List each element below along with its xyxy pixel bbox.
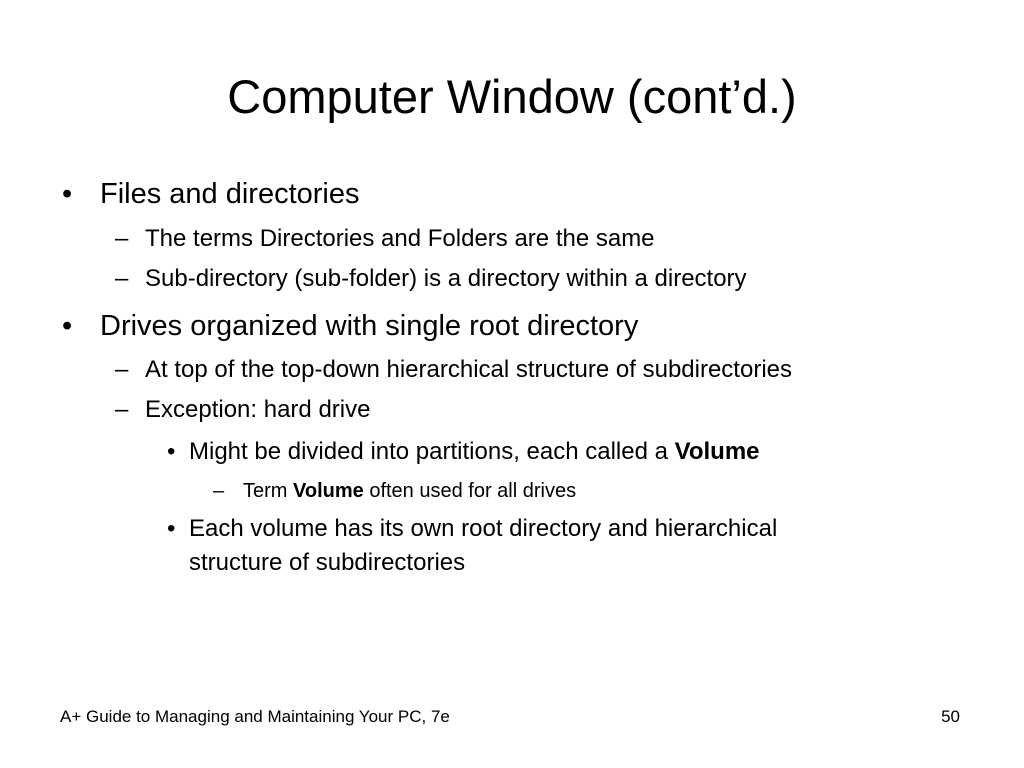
level4-term-volume <box>243 479 576 503</box>
bullet-files-and-directories: Files and directories <box>100 178 360 210</box>
dash-marker: – <box>213 480 225 502</box>
bullet-marker: • <box>167 515 176 542</box>
level3-partitions-text: Might be divided into partitions, each called a <box>189 438 675 465</box>
bullet-drives-organized: Drives organized with single root directory <box>100 310 639 342</box>
subbullet-top-of-hierarchy: At top of the top-down hierarchical structure of subdirectories <box>145 356 792 383</box>
volume-bold-term: Volume <box>293 480 364 502</box>
page-number: 50 <box>941 707 960 726</box>
dash-marker: – <box>115 225 129 252</box>
slide-title: Computer Window (cont’d.) <box>227 70 797 123</box>
subbullet-exception-hard-drive: Exception: hard drive <box>145 396 371 423</box>
volume-bold-term: Volume <box>674 438 760 465</box>
subbullet-terms-same: The terms Directories and Folders are the same <box>145 225 655 252</box>
bullet-marker: • <box>167 438 176 465</box>
bullet-marker: • <box>62 178 73 210</box>
footer-book-title: A+ Guide to Managing and Maintaining Your PC, 7e <box>60 707 450 726</box>
dash-marker: – <box>115 356 129 383</box>
level3-partitions-volume <box>189 438 760 466</box>
dash-marker: – <box>115 265 129 292</box>
level4-term-text: Term <box>243 480 293 502</box>
level4-term-suffix: often used for all drives <box>363 480 577 502</box>
level3-each-volume-line1: Each volume has its own root directory and hierarchical <box>189 515 778 542</box>
dash-marker: – <box>115 396 129 423</box>
subbullet-subdirectory: Sub-directory (sub-folder) is a directory within a directory <box>145 265 747 292</box>
bullet-marker: • <box>62 310 73 342</box>
level3-each-volume-line2: structure of subdirectories <box>189 549 466 576</box>
